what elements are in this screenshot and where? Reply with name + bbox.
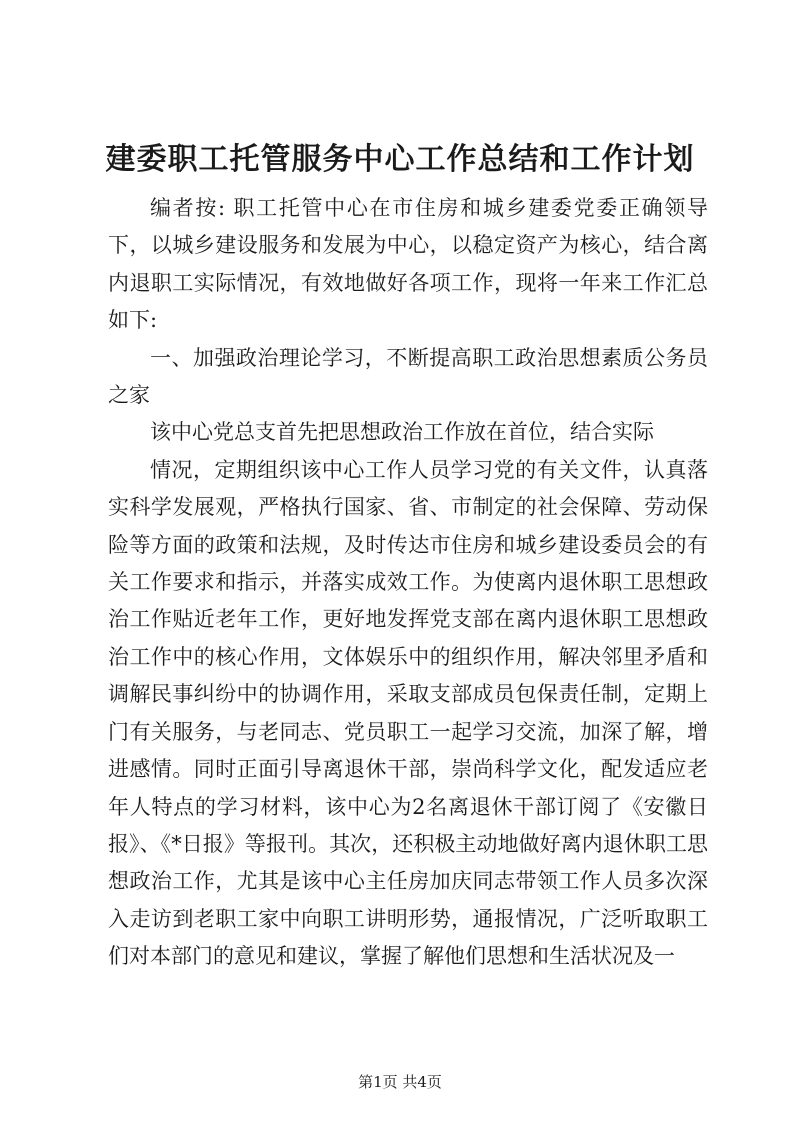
body-paragraph: 该中心党总支首先把思想政治工作放在首位，结合实际 <box>150 420 654 445</box>
page-footer: 第1页 共4页 <box>358 1073 442 1091</box>
section-heading: 一、加强政治理论学习，不断提高职工政治思想素质公务员之家 <box>108 345 708 408</box>
document-title: 建委职工托管服务中心工作总结和工作计划 <box>105 142 695 177</box>
editor-note-paragraph: 编者按: 职工托管中心在市住房和城乡建委党委正确领导下，以城乡建设服务和发展为中心，以稳定资产为核心，结合离内退职工实际情况，有效地做好各项工作，现将一年来工作汇总如下: <box>108 196 708 333</box>
body-paragraph: 情况，定期组织该中心工作人员学习党的有关文件，认真落实科学发展观，严格执行国家、省、市制定的社会保障、劳动保险等方面的政策和法规，及时传达市住房和城乡建设委员会的有关工作要求和指示，并落实成效工作。为使离内退休职工思想政治工作贴近老年工作，更好地发挥党支部在离内退休职工思想政治工作中的核心作用，文体娱乐中的组织作用，解决邻里矛盾和调解民事纠纷中的协调作用，采取支部成员包保责任制，定期上门有关服务，与老同志、党员职工一起学习交流，加深了解，增进感情。同时正面引导离退休干部，崇尚科学文化，配发适应老年人特点的学习材料，该中心为2名离退休干部订阅了《安徽日报》、《*日报》等报刊。其次，还积极主动地做好离内退休职工思想政治工作，尤其是该中心主任房加庆同志带领工作人员多次深入走访到老职工家中向职工讲明形势，通报情况，广泛听取职工们对本部门的意见和建议，掌握了解他们思想和生活状况及一 <box>108 457 708 969</box>
document-body <box>108 190 708 976</box>
